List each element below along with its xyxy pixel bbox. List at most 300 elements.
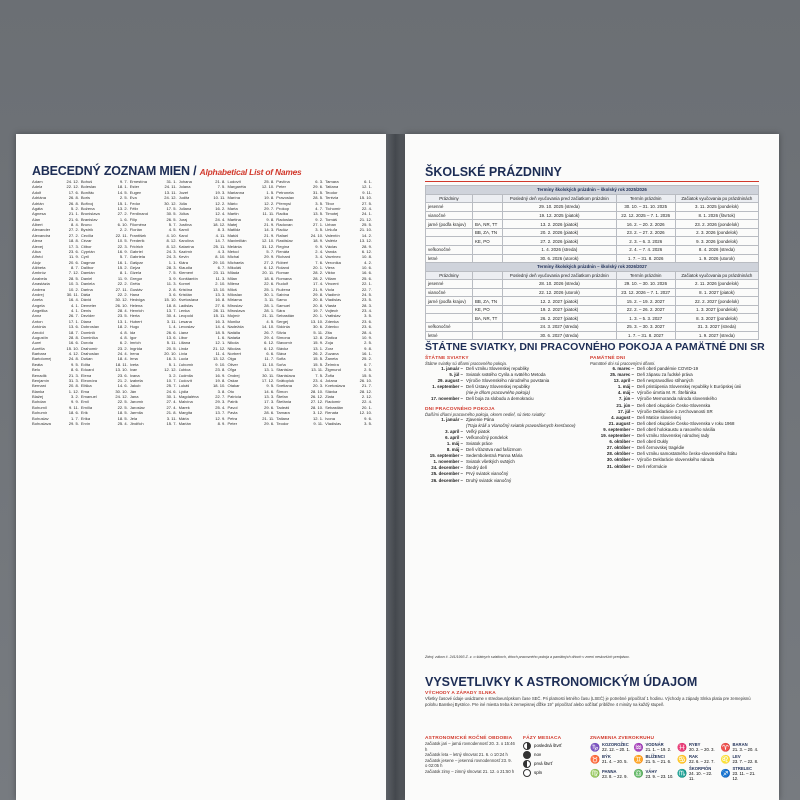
table-cell: 30. 6. 2027 (streda) — [502, 331, 616, 340]
name: Urban — [325, 222, 337, 227]
table-cell — [472, 288, 502, 297]
zodiac-name: BÝK — [602, 754, 611, 759]
name: Henrich — [129, 308, 144, 313]
name: Bohuslava — [32, 420, 51, 426]
name-date: 18. 1. — [117, 184, 128, 190]
table-cell: jesenné — [426, 203, 473, 212]
name-date: 28. 10. — [310, 388, 324, 394]
name-date: 28. 11. — [213, 308, 226, 313]
name: Ingrida — [129, 345, 143, 351]
name-date: 10. 7. — [166, 377, 177, 383]
zodiac-sign — [634, 742, 676, 752]
name-row — [81, 421, 130, 426]
name: Pavla — [227, 410, 238, 416]
name: Juraj — [178, 216, 188, 222]
table-row — [426, 314, 759, 323]
zodiac-icon: ♒ — [633, 742, 644, 752]
table-cell: 1. 7. – 31. 8. 2026 — [616, 254, 675, 263]
name: Matilda — [227, 227, 241, 233]
name: Oskar — [227, 377, 239, 383]
name-date: 13. 6. — [166, 334, 177, 340]
name-date: 16. 3. — [166, 356, 177, 362]
name-date: 24. 6. — [166, 388, 177, 394]
name-date: 2. 5. — [119, 195, 128, 201]
name-date: 6. 6. — [266, 351, 275, 356]
name-date: 10. 5. — [117, 238, 128, 244]
name-date: 20. 1. — [361, 404, 373, 410]
name: Silvia — [276, 329, 286, 335]
name: Iveta — [129, 361, 139, 367]
name: Vladislav — [325, 420, 342, 426]
name-date: 12. 10. — [261, 238, 275, 244]
name-date: 26. 10. — [115, 302, 128, 308]
name-date: 31. 1. — [166, 179, 177, 184]
holiday-name: Sviatok všetkých svätých — [466, 459, 515, 465]
name: Filip — [129, 216, 138, 222]
holiday-name: Sviatok práce — [466, 440, 493, 446]
name-date: 14. 7. — [215, 238, 226, 244]
name: Konštantín — [178, 275, 198, 281]
name-date: 4. 10. — [166, 232, 177, 238]
zodiac-icon: ♈ — [720, 742, 731, 752]
moon-icon — [523, 760, 531, 768]
name: Aurélia — [32, 345, 45, 351]
zodiac-text — [733, 742, 759, 752]
name-row — [276, 421, 325, 426]
holiday-name: Deň víťazstva nad fašizmom — [466, 447, 522, 453]
name-date: 17. 3. — [68, 243, 79, 249]
name: Valentín — [325, 232, 340, 238]
name: Adela — [32, 184, 43, 190]
name: Milan — [227, 275, 238, 281]
zodiac-dates: 22. 12. – 20. 1. — [602, 747, 630, 752]
name: Lesana — [178, 318, 192, 324]
name: Judita — [178, 195, 190, 201]
name: Ľubica — [178, 367, 191, 373]
name-date: 22. 7. — [361, 286, 373, 292]
name: Uršuľa — [325, 227, 338, 233]
zodiac-dates: 23. 11. – 21. 12. — [732, 771, 756, 781]
name-date: 10. 11. — [213, 195, 226, 201]
name: Liliana — [178, 340, 191, 346]
name-date: 4. 5. — [266, 318, 275, 324]
name-date: 9. 8. — [364, 345, 373, 351]
name: Metod — [227, 248, 239, 254]
name: Ján — [129, 388, 137, 394]
name: Jaroslav — [129, 404, 145, 410]
name: Roland — [276, 265, 290, 270]
name: Karolína — [178, 238, 194, 244]
memorial-note: Pamätné dni sú pracovnými dňami. — [590, 361, 656, 366]
name: Radovan — [276, 222, 293, 227]
name-date: 13. 6. — [68, 324, 79, 330]
name-date: 26. 2. — [313, 351, 324, 356]
name-date: 25. 8. — [264, 179, 275, 184]
name-date: 24. 8. — [68, 356, 79, 362]
name-date: 13. 11. — [164, 189, 177, 195]
table-cell: KE, PO — [472, 237, 502, 246]
holiday-date: 19. september – — [600, 433, 634, 439]
holiday-date: 1. január – — [441, 366, 463, 371]
name: Sidónia — [276, 324, 290, 330]
table-cell: 20. 2. 2026 (piatok) — [502, 228, 616, 237]
rest-note: Ďalšími dňami pracovného pokoja, okrem nedieľ, sú tieto sviatky: — [425, 411, 546, 417]
name-date: 28. 9. — [361, 243, 373, 249]
name: Kvetoslava — [178, 297, 199, 303]
season-item: začiatok jesene – jesenná rovnodennosť 23. 9. o 02:05 h — [425, 757, 512, 769]
name: Bořivoj — [80, 200, 94, 206]
name-date: 11. 4. — [215, 351, 226, 356]
table-row — [426, 280, 759, 289]
name-row — [227, 421, 276, 426]
table-row — [426, 220, 759, 229]
name-date: 25. 1. — [264, 286, 275, 292]
table-row — [426, 246, 759, 255]
name-date: 20. 3. — [313, 383, 324, 389]
name-date: 29. 6. — [264, 404, 275, 410]
names-column — [81, 179, 130, 791]
table-heading: Termíny školských prázdnin – školský rok 2026/2027 — [426, 263, 759, 272]
name-date: 15. 10. — [66, 345, 79, 351]
name: Dušan — [80, 356, 93, 362]
moon-phase — [523, 759, 583, 768]
table-cell: 1. 3. – 5. 3. 2027 — [616, 314, 675, 323]
zodiac-text — [733, 754, 759, 764]
table-cell: 19. 2. 2027 (piatok) — [502, 305, 616, 314]
name: Bohuš — [80, 179, 93, 184]
name: Ivana — [129, 372, 140, 378]
name-date: 18. 6. — [68, 410, 79, 416]
holiday-date: 4. máj – — [617, 390, 634, 396]
name: Cecília — [80, 232, 94, 238]
name-date: 24. 3. — [166, 254, 177, 260]
name-date: 12. 2. — [215, 200, 226, 206]
name-date: 24. 3. — [166, 248, 177, 254]
name-date: 31. 12. — [261, 243, 275, 249]
name: Beáta — [32, 361, 43, 367]
name-date: 21. 9. — [264, 222, 275, 227]
name-date: 9. 5. — [70, 361, 79, 367]
zodiac-dates: 21. 5. – 21. 6. — [645, 759, 672, 764]
column-header: Termín prázdnin — [616, 194, 675, 203]
name: Vlasta — [325, 302, 337, 308]
name-date: 2. 10. — [215, 281, 226, 287]
holiday-date: 1. máj – — [617, 384, 634, 390]
name: Alica — [32, 248, 41, 254]
name-date: 30. 6. — [313, 324, 324, 330]
name: Alexander — [32, 227, 51, 233]
name-date: 29. 3. — [215, 399, 226, 405]
name: Stanislava — [276, 372, 295, 378]
name-date: 15. 2. — [117, 265, 128, 270]
zodiac-icon: ♊ — [633, 754, 644, 764]
name-date: 2. 5. — [364, 367, 373, 373]
name: Blanka — [32, 388, 45, 394]
table-cell: 27. 2. 2026 (piatok) — [502, 237, 616, 246]
name-date: 13. 10. — [310, 318, 324, 324]
name-date: 26. 7. — [264, 329, 275, 335]
name: Boris — [80, 195, 91, 201]
name: Gabriel — [129, 248, 143, 254]
name-date: 3. 2. — [168, 372, 177, 378]
name-date: 10. 9. — [361, 334, 373, 340]
holiday-name: Deň reformácie — [637, 463, 668, 469]
name-date: 28. 12. — [359, 388, 373, 394]
name-date: 1. 4. — [168, 324, 177, 330]
table-cell — [472, 246, 502, 255]
names-title-main: ABECEDNÝ ZOZNAM MIEN / — [32, 164, 197, 178]
name-date: 23. 4. — [313, 377, 324, 383]
name-date: 4. 12. — [68, 351, 79, 356]
zodiac-sign — [634, 754, 676, 764]
zodiac-text — [689, 742, 715, 752]
name: Soňa — [276, 361, 286, 367]
name-date: 23. 11. — [213, 270, 226, 276]
moon-phase — [523, 750, 583, 759]
name: Sára — [276, 308, 285, 313]
name: Pravoslav — [276, 195, 295, 201]
zodiac-sign — [590, 754, 632, 764]
holiday-name: Veľkonočný pondelok — [466, 434, 508, 440]
table-cell — [472, 211, 502, 220]
name: Zdenka — [325, 318, 339, 324]
zodiac-icon: ♍ — [590, 769, 600, 778]
table-cell: 22. 12. 2026 (utorok) — [502, 288, 616, 297]
name: Bruno — [80, 222, 92, 227]
name-date: 5. 2. — [70, 205, 79, 211]
names-title-sub: Alphabetical List of Names — [199, 167, 302, 177]
name-date: 4. 5. — [168, 227, 177, 233]
name: Sabína — [276, 291, 290, 297]
name-date: 27. 4. — [166, 399, 177, 405]
name-date: 28. 4. — [361, 329, 373, 335]
name: Júlia — [178, 200, 187, 206]
name: Eugen — [129, 189, 142, 195]
name-date: 12. 8. — [313, 334, 324, 340]
name-date: 28. 2. — [313, 270, 324, 276]
table-column-row — [426, 194, 759, 203]
name-row — [179, 421, 228, 426]
rest-list — [425, 417, 585, 484]
name-date: 16. 2. — [215, 205, 226, 211]
name-date: 11. 9. — [117, 275, 128, 281]
name-date: 15. 7. — [166, 420, 177, 426]
name: Marián — [178, 420, 191, 426]
name-date: 15. 5. — [361, 372, 373, 378]
name-date: 18. 6. — [264, 275, 275, 281]
name: Veronika — [325, 259, 341, 265]
name-date: 13. 1. — [313, 345, 324, 351]
name: Viola — [325, 286, 335, 292]
name: Teodor — [276, 420, 289, 426]
holiday-name: Deň boja za slobodu a demokraciu — [466, 396, 534, 402]
name: Žigmund — [325, 367, 341, 373]
holiday-date: 25. marec – — [610, 372, 634, 378]
name: Michaela — [227, 259, 244, 265]
name: Tatiana — [325, 184, 339, 190]
name-date: 8. 10. — [215, 254, 226, 260]
name: Félix — [129, 205, 139, 211]
name: Barbara — [32, 351, 47, 356]
name-date: 18. 4. — [117, 356, 128, 362]
name-date: 25. 6. — [361, 275, 373, 281]
name-date: 12. 2. — [264, 200, 275, 206]
name-date: 28. 5. — [68, 275, 79, 281]
name: Florián — [129, 227, 143, 233]
name: Leopold — [178, 313, 193, 319]
table-cell: jarné (podľa krajov) — [426, 220, 473, 229]
name-date: 24. 4. — [117, 351, 128, 356]
zodiac-label: ZNAMENIA ZVEROKRUHU — [590, 736, 655, 741]
name: Helena — [129, 302, 143, 308]
table-cell: 2. 4. – 7. 4. 2026 — [616, 246, 675, 255]
name-date: 24. 4. — [215, 216, 226, 222]
name-date: 27. 2. — [68, 227, 79, 233]
holiday-date: 1. január – — [441, 416, 463, 422]
name-date: 29. 8. — [313, 291, 324, 297]
name: Dagmar — [80, 259, 96, 265]
name-date: 8. 1. — [119, 270, 128, 276]
name-date: 4. 2. — [364, 259, 373, 265]
holiday-date: 6. apríl – — [445, 434, 463, 440]
name-date: 4. 3. — [217, 248, 226, 254]
name: Gréta — [129, 281, 140, 287]
holiday-date: 15. september – — [429, 453, 463, 459]
name-date: 8. 9. — [217, 420, 226, 426]
name: Andrej — [32, 291, 44, 297]
name-date: 13. 7. — [166, 308, 177, 313]
table-row — [426, 297, 759, 306]
name-date: 2. 5. — [364, 340, 373, 346]
name: Jela — [129, 415, 138, 421]
holiday-name: (nie je dňom pracovného pokoja) — [466, 390, 530, 396]
name-date: 23. 8. — [215, 367, 226, 373]
zodiac-sign — [634, 766, 676, 781]
seasons-list — [425, 741, 515, 775]
name: Gabriela — [129, 254, 146, 260]
name: Richard — [276, 254, 291, 260]
zodiac-text — [646, 769, 674, 779]
name-date: 20. 8. — [313, 297, 324, 303]
name: Olga — [227, 356, 236, 362]
name: Alan — [32, 216, 41, 222]
table-cell: 8. 4. 2026 (streda) — [675, 246, 758, 255]
right-page — [405, 134, 779, 800]
name: Nikola — [227, 340, 239, 346]
name-date: 29. 5. — [68, 420, 79, 426]
name-date: 24. 10. — [310, 232, 324, 238]
holiday-name: Deň vzniku samostatného česko-slovenského štátu — [637, 451, 737, 457]
table-cell: 8. 3. 2027 (pondelok) — [675, 314, 758, 323]
name-date: 13. 1. — [117, 318, 128, 324]
zodiac-sign — [590, 766, 632, 781]
name-date: 29. 6. — [313, 184, 324, 190]
name-date: 15. 10. — [359, 195, 373, 201]
rest-label: DNI PRACOVNÉHO POKOJA — [425, 406, 495, 412]
holiday-row — [425, 478, 585, 484]
name: Bartolomej — [32, 356, 52, 362]
name: Martin — [227, 211, 239, 217]
name-date: 3. 4. — [315, 254, 324, 260]
holiday-name: Deň vzniku Slovenskej národnej rady — [637, 433, 710, 439]
name: Marta — [227, 205, 238, 211]
name-date: 12. 10. — [261, 184, 275, 190]
name-date: 20. 1. — [313, 313, 324, 319]
holiday-date: 25. december – — [431, 471, 463, 477]
names-list — [32, 179, 374, 791]
table-cell: 12. 2. 2027 (piatok) — [502, 297, 616, 306]
name-date: 26. 6. — [166, 329, 177, 335]
name: Lívia — [178, 351, 188, 356]
name-date: 21. 2. — [117, 377, 128, 383]
name-date: 18. 9. — [313, 238, 324, 244]
name-date: 4. 1. — [70, 308, 79, 313]
name: Daniela — [80, 281, 95, 287]
moon-icon — [523, 742, 531, 750]
name: Fedor — [129, 200, 141, 206]
table-cell: 23. 2. – 27. 2. 2026 — [616, 228, 675, 237]
zodiac-name: VODNÁR — [645, 742, 664, 747]
name-date: 1. 1. — [168, 259, 177, 265]
name: Tibor — [325, 200, 335, 206]
seasons-label: ASTRONOMICKÉ ROČNÉ OBDOBIA — [425, 736, 513, 741]
name-date: 12. 4. — [215, 211, 226, 217]
name-date: 30. 10. — [115, 388, 128, 394]
holiday-date: 31. október – — [606, 463, 634, 469]
holiday-name: Deň černovskej tragédie — [637, 445, 685, 451]
zodiac-name: ŠKORPIÓN — [688, 766, 712, 771]
holiday-date: 6. marec – — [612, 366, 634, 371]
school-rule — [425, 181, 759, 182]
table-cell: 2. 11. 2026 (pondelok) — [675, 280, 758, 289]
name-date: 18. 10. — [213, 383, 226, 389]
name: Lýdia — [178, 388, 189, 394]
name-date: 9. 5. — [266, 383, 275, 389]
season-item: začiatok zimy – zimný slnovrat 21. 12. o 21:50 h — [425, 768, 515, 774]
name: Angelika — [32, 308, 48, 313]
names-column — [179, 179, 228, 791]
name: Bernard — [32, 383, 47, 389]
name-date: 6. 12. — [264, 340, 275, 346]
name: Gejza — [129, 265, 141, 270]
name-date: 30. 12. — [115, 297, 128, 303]
name-date: 13. 12. — [359, 238, 373, 244]
name-date: 17. 3. — [264, 399, 275, 405]
name: Renáta — [276, 248, 290, 254]
table-row — [426, 237, 759, 246]
moon-phase-label: spln — [534, 770, 543, 775]
name: Demeter — [80, 302, 97, 308]
zodiac-dates: 21. 4. – 20. 5. — [602, 759, 628, 764]
table-cell: BA, NR, TT — [472, 314, 502, 323]
name-date: 18. 5. — [215, 329, 226, 335]
name-date: 18. 5. — [117, 410, 128, 416]
table-cell: BA, NR, TT — [472, 220, 502, 229]
name: Ester — [129, 184, 140, 190]
name: Anton — [32, 318, 43, 324]
holiday-name: Druhý sviatok vianočný — [466, 477, 512, 483]
zodiac-dates: 20. 2. – 20. 3. — [689, 747, 715, 752]
table-row — [426, 331, 759, 340]
name-date: 17. 4. — [313, 281, 324, 287]
name-date: 6. 12. — [264, 345, 275, 351]
name: Mojmír — [227, 313, 240, 319]
astro-section — [425, 691, 759, 707]
season-item: začiatok leta – letný slnovrat 21. 6. o 10:24 h — [425, 752, 508, 758]
name: Vavrinec — [325, 254, 341, 260]
name: Johana — [178, 179, 192, 184]
name-date: 20. 8. — [313, 302, 324, 308]
